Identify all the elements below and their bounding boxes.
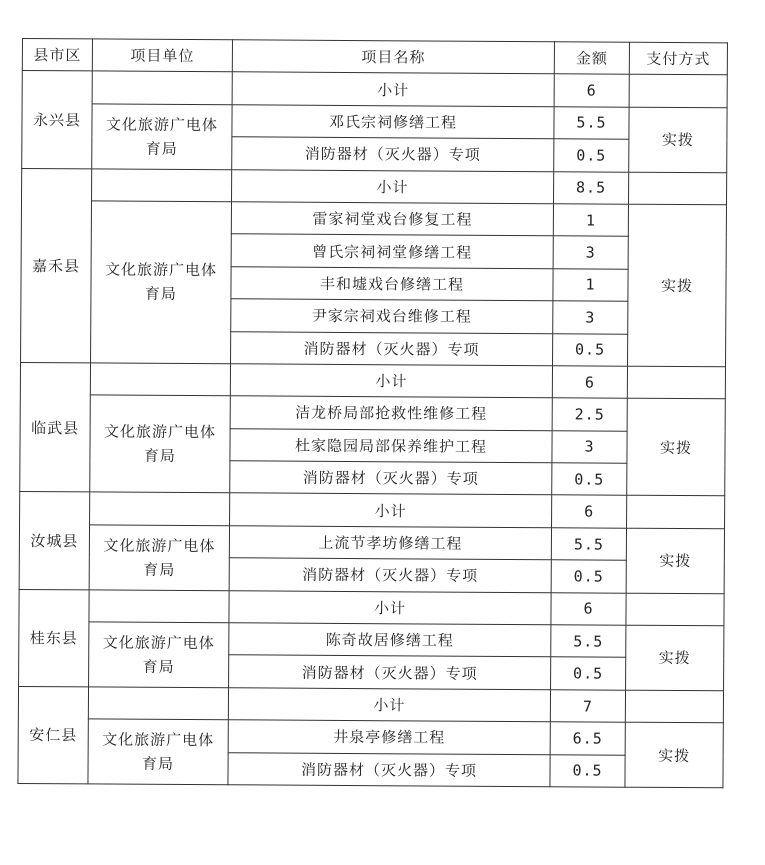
project-unit: 文化旅游广电体 育局 (90, 395, 231, 493)
payment-method: 实拨 (627, 399, 726, 497)
project-amount: 5.5 (551, 625, 626, 658)
subtotal-label: 小计 (230, 493, 552, 527)
project-amount: 1 (553, 268, 628, 301)
project-name: 尹家宗祠戏台维修工程 (231, 299, 553, 333)
header-unit: 项目单位 (92, 39, 232, 72)
subtotal-row (20, 362, 725, 399)
header-amount: 金额 (554, 42, 629, 75)
subtotal-amount: 6 (551, 592, 626, 625)
project-amount: 0.5 (551, 560, 626, 593)
project-name: 消防器材（灭火器）专项 (231, 331, 553, 365)
county-name: 安仁县 (18, 686, 89, 784)
table-row (22, 103, 727, 140)
subtotal-row (22, 168, 727, 205)
subtotal-row (18, 686, 723, 723)
header-county: 县市区 (22, 39, 92, 72)
payment-method: 实拨 (628, 204, 727, 367)
subtotal-label: 小计 (228, 688, 550, 722)
project-amount: 0.5 (551, 657, 626, 690)
project-name: 洁龙桥局部抢救性维修工程 (230, 396, 552, 430)
empty-payment-cell (626, 593, 724, 626)
payment-method: 实拨 (625, 722, 723, 787)
project-amount: 0.5 (552, 463, 627, 496)
empty-unit-cell (88, 687, 228, 720)
project-amount: 0.5 (553, 333, 628, 366)
budget-table (17, 38, 728, 788)
project-name: 消防器材（灭火器）专项 (228, 752, 550, 786)
empty-payment-cell (625, 690, 723, 723)
subtotal-amount: 8.5 (553, 171, 628, 204)
county-name: 嘉禾县 (21, 168, 92, 363)
empty-payment-cell (627, 496, 725, 529)
header-project: 项目名称 (232, 40, 554, 74)
empty-unit-cell (89, 590, 229, 623)
project-name: 丰和墟戏台修缮工程 (231, 267, 553, 301)
project-name: 陈奇故居修缮工程 (229, 623, 551, 657)
project-amount: 3 (553, 236, 628, 269)
table-row (19, 622, 724, 659)
county-name: 临武县 (20, 362, 91, 492)
project-name: 井泉亭修缮工程 (228, 720, 550, 754)
table-row (18, 719, 723, 756)
project-amount: 6.5 (550, 722, 625, 755)
empty-unit-cell (92, 168, 232, 201)
project-amount: 5.5 (551, 528, 626, 561)
project-name: 邓氏宗祠修缮工程 (232, 105, 554, 139)
empty-unit-cell (92, 71, 232, 104)
empty-payment-cell (629, 75, 727, 108)
subtotal-row (19, 589, 724, 626)
table-row (20, 395, 725, 432)
project-name: 消防器材（灭火器）专项 (229, 655, 551, 689)
project-unit: 文化旅游广电体 育局 (88, 719, 228, 785)
project-amount: 1 (553, 204, 628, 237)
project-amount: 3 (552, 430, 627, 463)
subtotal-amount: 6 (552, 366, 627, 399)
header-row (22, 39, 727, 76)
project-name: 消防器材（灭火器）专项 (230, 461, 552, 495)
county-name: 永兴县 (22, 71, 93, 169)
payment-method: 实拨 (626, 528, 724, 593)
subtotal-row (22, 71, 727, 108)
project-name: 杜家隐园局部保养维护工程 (230, 428, 552, 462)
project-unit: 文化旅游广电体 育局 (89, 525, 229, 591)
payment-method: 实拨 (629, 107, 727, 172)
project-amount: 0.5 (554, 139, 629, 172)
subtotal-label: 小计 (232, 169, 554, 203)
county-name: 汝城县 (19, 492, 90, 590)
payment-method: 实拨 (626, 625, 724, 690)
subtotal-row (20, 492, 725, 529)
project-name: 消防器材（灭火器）专项 (232, 137, 554, 171)
subtotal-amount: 6 (552, 495, 627, 528)
table-body (18, 71, 727, 788)
empty-unit-cell (90, 363, 230, 396)
subtotal-amount: 6 (554, 74, 629, 107)
subtotal-amount: 7 (550, 690, 625, 723)
project-amount: 0.5 (550, 754, 625, 787)
project-unit: 文化旅游广电体 育局 (92, 104, 232, 170)
empty-unit-cell (90, 492, 230, 525)
project-name: 消防器材（灭火器）专项 (229, 558, 551, 592)
subtotal-label: 小计 (232, 72, 554, 106)
project-unit: 文化旅游广电体 育局 (89, 622, 229, 688)
table-row (19, 524, 724, 561)
project-name: 曾氏宗祠祠堂修缮工程 (231, 234, 553, 268)
project-amount: 2.5 (552, 398, 627, 431)
project-amount: 3 (553, 301, 628, 334)
subtotal-label: 小计 (229, 590, 551, 624)
project-name: 上流节孝坊修缮工程 (229, 526, 551, 560)
empty-payment-cell (628, 172, 726, 205)
table-row (21, 200, 726, 237)
project-unit: 文化旅游广电体 育局 (91, 201, 232, 364)
project-name: 雷家祠堂戏台修复工程 (231, 202, 553, 236)
project-amount: 5.5 (554, 107, 629, 140)
empty-payment-cell (627, 366, 725, 399)
subtotal-label: 小计 (230, 364, 552, 398)
header-payment: 支付方式 (629, 42, 727, 75)
county-name: 桂东县 (19, 589, 90, 687)
